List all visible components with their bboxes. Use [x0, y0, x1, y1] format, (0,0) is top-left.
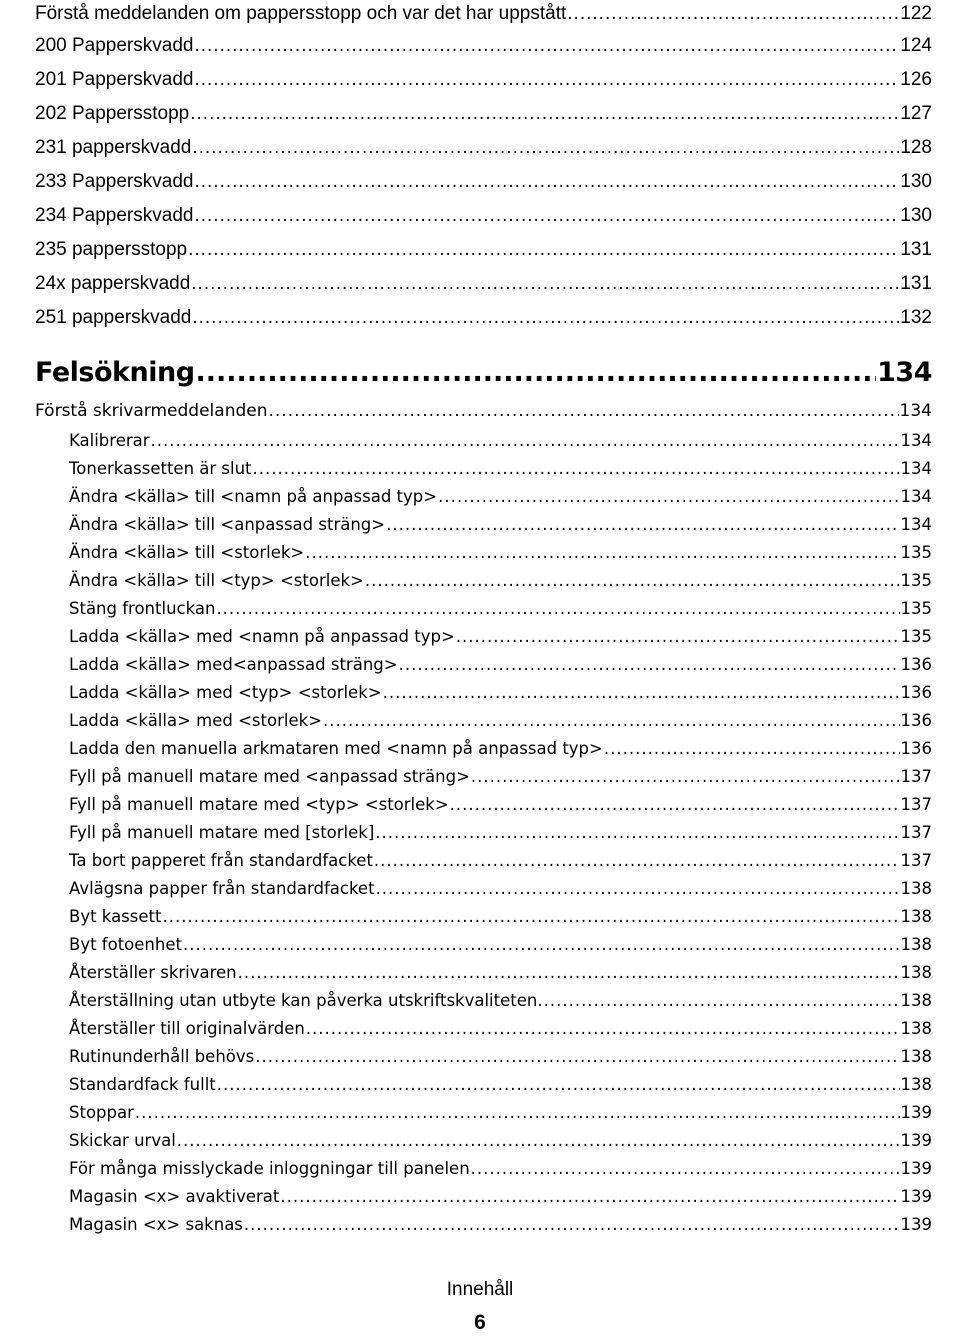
toc-subentry[interactable]: [69, 847, 932, 875]
dot-leader: [471, 763, 900, 791]
toc-subentry-title: Ladda den manuella arkmataren med <namn på anpassad typ>: [69, 739, 603, 758]
dot-leader: [255, 1043, 899, 1071]
dot-leader: [194, 66, 899, 94]
toc-subentry[interactable]: [69, 959, 932, 987]
dot-leader: [386, 511, 899, 539]
chapter-page: 134: [877, 357, 932, 388]
toc-subentry-page: 139: [900, 1187, 932, 1206]
toc-subentry-page: 139: [900, 1131, 932, 1150]
toc-subentry-title: Magasin <x> saknas: [69, 1215, 243, 1234]
dot-leader: [376, 875, 900, 903]
toc-entry-page: 130: [900, 171, 932, 192]
dot-leader: [323, 707, 900, 735]
toc-subentry[interactable]: [69, 511, 932, 539]
dot-leader: [544, 987, 900, 1015]
toc-subentry-page: 137: [900, 795, 932, 814]
toc-subentry-title: Stäng frontluckan: [69, 599, 216, 618]
toc-subentry-page: 138: [900, 963, 932, 982]
toc-entry-page: 128: [900, 137, 932, 158]
toc-subentry-page: 137: [900, 851, 932, 870]
toc-subentry-page: 138: [900, 935, 932, 954]
toc-subentry[interactable]: [69, 483, 932, 511]
section-page: 134: [899, 401, 932, 421]
toc-entry-title: 234 Papperskvadd: [35, 205, 194, 226]
toc-subentry-title: Byt kassett: [69, 907, 162, 926]
toc-subentry-title: Ladda <källa> med <storlek>: [69, 711, 322, 730]
dot-leader: [151, 427, 900, 455]
toc-subentry-title: Ladda <källa> med<anpassad sträng>: [69, 655, 398, 674]
toc-subentry-page: 139: [900, 1159, 932, 1178]
dot-leader: [399, 651, 900, 679]
toc-subentry-page: 134: [900, 459, 932, 478]
toc-entry-title: 202 Pappersstopp: [35, 103, 190, 124]
toc-subentry-page: 135: [900, 571, 932, 590]
toc-entry[interactable]: [35, 0, 932, 28]
toc-subentry[interactable]: [69, 903, 932, 931]
toc-subentry-title: Ändra <källa> till <namn på anpassad typ>: [69, 487, 438, 506]
dot-leader: [383, 679, 900, 707]
toc-subentry-title: Skickar urval: [69, 1131, 176, 1150]
toc-subentry[interactable]: [69, 623, 932, 651]
dot-leader: [253, 455, 900, 483]
toc-entry-title: 201 Papperskvadd: [35, 69, 194, 90]
toc-entry-page: 122: [900, 3, 932, 24]
toc-subentry-page: 139: [900, 1103, 932, 1122]
dot-leader: [190, 100, 899, 128]
section-title: Förstå skrivarmeddelanden: [35, 401, 268, 421]
toc-entry-title: 200 Papperskvadd: [35, 35, 194, 56]
dot-leader: [567, 0, 899, 28]
dot-leader: [450, 791, 900, 819]
toc-subentry-title: Ta bort papperet från standardfacket: [69, 851, 373, 870]
dot-leader: [306, 1015, 900, 1043]
dot-leader: [269, 397, 899, 425]
dot-leader: [135, 1099, 900, 1127]
toc-subentry[interactable]: [69, 1099, 932, 1127]
toc-subentry[interactable]: [69, 875, 932, 903]
dot-leader: [192, 134, 899, 162]
toc-subentry[interactable]: [69, 1155, 932, 1183]
toc-subentry-title: Byt fotoenhet: [69, 935, 182, 954]
toc-subentry[interactable]: [69, 539, 932, 567]
toc-entry-title: 231 papperskvadd: [35, 137, 192, 158]
toc-subentry[interactable]: [69, 819, 932, 847]
toc-subentry-page: 134: [900, 487, 932, 506]
dot-leader: [192, 304, 899, 332]
toc-subentry-title: Kalibrerar: [69, 431, 150, 450]
dot-leader: [280, 1183, 899, 1211]
toc-subentry[interactable]: [69, 595, 932, 623]
toc-subentry-page: 139: [900, 1215, 932, 1234]
toc-subentry[interactable]: [69, 791, 932, 819]
toc-subentry[interactable]: [69, 1043, 932, 1071]
toc-subentry-page: 138: [900, 1019, 932, 1038]
toc-subentry-title: För många misslyckade inloggningar till panelen: [69, 1159, 470, 1178]
dot-leader: [374, 847, 900, 875]
dot-leader: [191, 270, 899, 298]
toc-subentry-title: Ladda <källa> med <typ> <storlek>: [69, 683, 382, 702]
dot-leader: [162, 903, 899, 931]
toc-chapter-heading[interactable]: [35, 353, 932, 393]
toc-entry[interactable]: [35, 168, 932, 196]
toc-entry-title: 24x papperskvadd: [35, 273, 191, 294]
toc-subentry-title: Ändra <källa> till <storlek>: [69, 543, 305, 562]
toc-subentry-title: Avlägsna papper från standardfacket: [69, 879, 375, 898]
toc-subentry-title: Magasin <x> avaktiverat: [69, 1187, 280, 1206]
toc-subentry-page: 136: [900, 739, 932, 758]
toc-section[interactable]: [35, 397, 932, 425]
dot-leader: [194, 32, 899, 60]
toc-subentry-title: Fyll på manuell matare med <typ> <storlek>: [69, 795, 449, 814]
toc-subentry-page: 138: [900, 1075, 932, 1094]
toc-subentry-title: Ändra <källa> till <typ> <storlek>: [69, 571, 364, 590]
toc-subentry[interactable]: [69, 735, 932, 763]
toc-subentry-title: Standardfack fullt: [69, 1075, 216, 1094]
toc-entry-title: 235 pappersstopp: [35, 239, 188, 260]
toc-subentry-page: 138: [900, 907, 932, 926]
toc-subentry[interactable]: [69, 651, 932, 679]
toc-subentry-title: Rutinunderhåll behövs: [69, 1047, 255, 1066]
dot-leader: [375, 819, 899, 847]
toc-subentry[interactable]: [69, 427, 932, 455]
toc-subentry-page: 135: [900, 599, 932, 618]
dot-leader: [177, 1127, 900, 1155]
dot-leader: [305, 539, 899, 567]
toc-subentry-title: Ladda <källa> med <namn på anpassad typ>: [69, 627, 455, 646]
toc-subentry-page: 134: [900, 515, 932, 534]
toc-subentry-page: 136: [900, 683, 932, 702]
toc-subentry-page: 135: [900, 543, 932, 562]
dot-leader: [188, 236, 899, 264]
toc-subentry[interactable]: [69, 763, 932, 791]
toc-subentry-page: 135: [900, 627, 932, 646]
toc-subentry-page: 138: [900, 879, 932, 898]
toc-subentry-title: Återställer till originalvärden: [69, 1019, 305, 1038]
toc-subentry[interactable]: [69, 707, 932, 735]
dot-leader: [216, 595, 899, 623]
footer-section-label: Innehåll: [446, 1279, 514, 1300]
toc-entry[interactable]: [35, 32, 932, 60]
toc-entry-page: 132: [900, 307, 932, 328]
dot-leader: [183, 931, 900, 959]
toc-entry-title: 251 papperskvadd: [35, 307, 192, 328]
dot-leader: [604, 735, 900, 763]
toc-subentry-title: Återställer skrivaren: [69, 963, 237, 982]
toc-subentry-title: Fyll på manuell matare med <anpassad sträng>: [69, 767, 470, 786]
dot-leader: [244, 1211, 900, 1239]
chapter-title: Felsökning: [35, 357, 195, 388]
dot-leader: [196, 353, 877, 393]
toc-subentry[interactable]: [69, 1183, 932, 1211]
toc-subentry[interactable]: [69, 987, 932, 1015]
toc-entry-page: 126: [900, 69, 932, 90]
dot-leader: [365, 567, 900, 595]
toc-subentry-title: Återställning utan utbyte kan påverka utskriftskvaliteten.: [69, 991, 543, 1010]
dot-leader: [238, 959, 900, 987]
toc-entry-page: 131: [900, 273, 932, 294]
dot-leader: [471, 1155, 900, 1183]
toc-subentry-page: 138: [900, 991, 932, 1010]
toc-entry[interactable]: [35, 304, 932, 332]
toc-subentry[interactable]: [69, 455, 932, 483]
toc-entry-title: Förstå meddelanden om pappersstopp och var det har uppstått: [35, 3, 567, 24]
toc-subentry[interactable]: [69, 1071, 932, 1099]
toc-subentry-page: 134: [900, 431, 932, 450]
toc-entry-page: 127: [900, 103, 932, 124]
dot-leader: [194, 202, 899, 230]
toc-entry[interactable]: [35, 66, 932, 94]
dot-leader: [438, 483, 899, 511]
toc-entry-page: 124: [900, 35, 932, 56]
toc-subentry-page: 136: [900, 655, 932, 674]
toc-entry[interactable]: [35, 270, 932, 298]
toc-entry-page: 130: [900, 205, 932, 226]
dot-leader: [194, 168, 899, 196]
toc-subentry-page: 137: [900, 823, 932, 842]
toc-subentry[interactable]: [69, 1127, 932, 1155]
toc-entry-title: 233 Papperskvadd: [35, 171, 194, 192]
dot-leader: [456, 623, 900, 651]
toc-entry[interactable]: [35, 134, 932, 162]
footer-page-number: 6: [474, 1311, 486, 1334]
toc-subentry[interactable]: [69, 1015, 932, 1043]
toc-subentry[interactable]: [69, 567, 932, 595]
dot-leader: [217, 1071, 900, 1099]
toc-subentry[interactable]: [69, 679, 932, 707]
toc-subentry-page: 136: [900, 711, 932, 730]
toc-subentry-page: 138: [900, 1047, 932, 1066]
toc-entry[interactable]: [35, 202, 932, 230]
toc-subentry-title: Ändra <källa> till <anpassad sträng>: [69, 515, 386, 534]
toc-entry[interactable]: [35, 236, 932, 264]
toc-subentry-title: Stoppar: [69, 1103, 134, 1122]
toc-entry-page: 131: [900, 239, 932, 260]
toc-subentry[interactable]: [69, 1211, 932, 1239]
toc-subentry-title: Tonerkassetten är slut: [69, 459, 252, 478]
toc-subentry-page: 137: [900, 767, 932, 786]
toc-subentry-title: Fyll på manuell matare med [storlek]: [69, 823, 375, 842]
toc-entry[interactable]: [35, 100, 932, 128]
toc-subentry[interactable]: [69, 931, 932, 959]
